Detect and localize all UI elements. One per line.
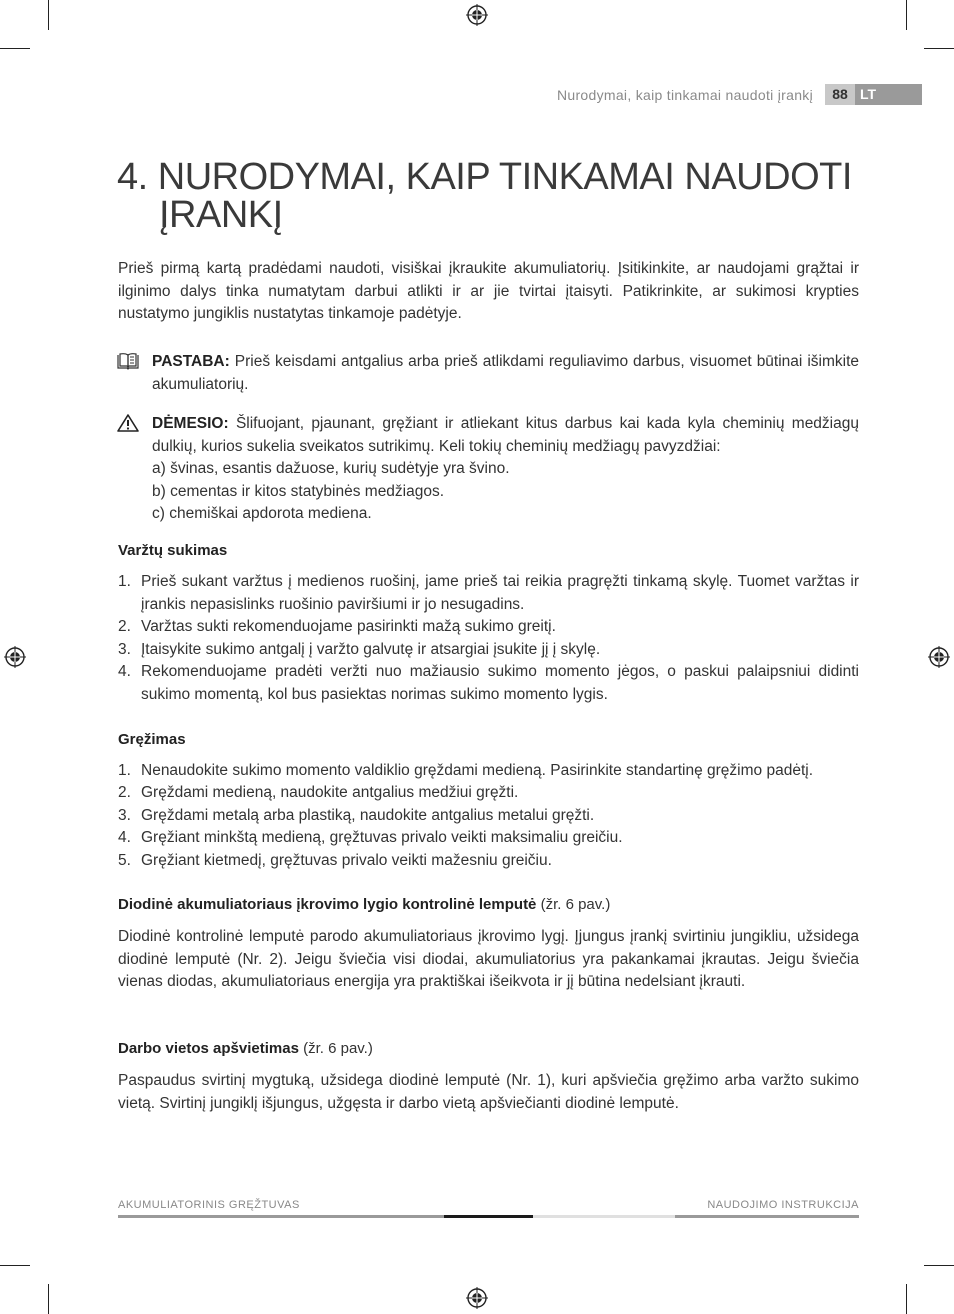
warning-triangle-icon: [117, 414, 139, 432]
list-item: 2. Varžtas sukti rekomenduojame pasirinkti mažą sukimo greitį.: [118, 618, 556, 635]
section-heading-drilling: Gręžimas: [118, 731, 186, 748]
footer-document-type: NAUDOJIMO INSTRUKCIJA: [707, 1199, 859, 1211]
note-label: PASTABA:: [152, 353, 230, 370]
footer-bar-segment: [118, 1215, 444, 1218]
footer-bar-segment: [444, 1215, 533, 1218]
section-heading-led: Diodinė akumuliatoriaus įkrovimo lygio kontrolinė lemputė (žr. 6 pav.): [118, 896, 611, 913]
note-text: Prieš keisdami antgalius arba prieš atlikdami reguliavimo darbus, visuomet būtinai išimkite akumuliatorių.: [152, 353, 859, 393]
list-item: 3. Gręždami metalą arba plastiką, naudokite antgalius metalui gręžti.: [118, 807, 595, 824]
list-item: 5. Gręžiant kietmedį, gręžtuvas privalo veikti mažesniu greičiu.: [118, 852, 552, 869]
crop-mark: [48, 1284, 49, 1314]
list-item: 4. Rekomenduojame pradėti veržti nuo mažiausio sukimo momento jėgos, o paskui palaipsniui didinti sukimo momentą, kol bus pasiektas norimas sukimo momento lygis.: [118, 663, 859, 703]
warning-text: Šlifuojant, pjaunant, gręžiant ir atliekant kitus darbus kai kada kyla cheminių medžiagų dulkių, kurios sukelia sveikatos sutrikimų. Keli tokių cheminių medžiagų pavyzdžiai:: [152, 415, 859, 455]
list-item: 2. Gręždami medieną, naudokite antgalius medžiui gręžti.: [118, 784, 519, 801]
footer-product-name: AKUMULIATORINIS GRĘŽTUVAS: [118, 1199, 300, 1211]
warning-example-item: a) švinas, esantis dažuose, kurių sudėtyje yra švino.: [152, 460, 510, 477]
figure-reference: (žr. 6 pav.): [303, 1040, 373, 1057]
work-light-paragraph: Paspaudus svirtinį mygtuką, užsidega diodinė lemputė (Nr. 1), kuri apšviečia gręžimo arba varžto sukimo vietą. Svirtinį jungiklį išjungus, užgęsta ir darbo vietą apšviečianti diodinė lemputė.: [118, 1072, 859, 1112]
crop-mark: [924, 1265, 954, 1266]
figure-reference: (žr. 6 pav.): [540, 896, 611, 913]
crop-mark: [906, 1284, 907, 1314]
title-line-2: ĮRANKĮ: [159, 194, 283, 236]
footer-bar-segment: [533, 1215, 675, 1218]
registration-mark-icon: [928, 646, 950, 668]
warning-example-item: b) cementas ir kitos statybinės medžiagos.: [152, 483, 445, 500]
footer-bar-segment: [675, 1215, 859, 1218]
note-book-icon: [117, 352, 139, 370]
page-number: 88: [825, 84, 855, 105]
running-header-title: Nurodymai, kaip tinkamai naudoti įrankį: [556, 87, 813, 103]
crop-mark: [906, 0, 907, 30]
registration-mark-icon: [466, 1287, 488, 1309]
led-paragraph: Diodinė kontrolinė lemputė parodo akumuliatoriaus įkrovimo lygį. Įjungus įrankį svirtiniu jungikliu, užsidega diodinė lemputė (Nr. 2). Jeigu šviečia visi diodai, akumuliatorius yra pakankamai įkrautas. Jeigu šviečia vienas diodas, akumuliatoriaus energija yra praktiškai išeikvota ir jį būtina nedelsiant įkrauti.: [118, 928, 859, 990]
crop-mark: [48, 0, 49, 30]
section-heading-screws: Varžtų sukimas: [118, 542, 228, 559]
list-item: 3. Įtaisykite sukimo antgalį į varžto galvutę ir atsargiai įsukite jį į skylę.: [118, 641, 601, 658]
language-tag: LT: [855, 84, 922, 105]
list-item: 1. Nenaudokite sukimo momento valdiklio gręždami medieną. Pasirinkite standartinę gręžimo padėtį.: [118, 762, 814, 779]
registration-mark-icon: [466, 4, 488, 26]
note-paragraph: [152, 351, 859, 396]
section-heading-work-light: Darbo vietos apšvietimas (žr. 6 pav.): [118, 1040, 373, 1057]
crop-mark: [924, 48, 954, 49]
list-item: 4. Gręžiant minkštą medieną, gręžtuvas privalo veikti maksimaliu greičiu.: [118, 829, 623, 846]
registration-mark-icon: [4, 646, 26, 668]
intro-paragraph: Prieš pirmą kartą pradėdami naudoti, visiškai įkraukite akumuliatorių. Įsitikinkite, ar naudojami grąžtai ir ilginimo dalys tinka numatytam darbui atlikti ir ar jie tvirtai įtaisyti. Patikrinkite, ar sukimosi krypties nustatymo jungiklis nustatytas tinkamoje padėtyje.: [118, 260, 859, 322]
warning-example-item: c) chemiškai apdorota mediena.: [152, 505, 372, 522]
title-line-1: 4. NURODYMAI, KAIP TINKAMAI NAUDOTI: [117, 156, 852, 198]
warning-label: DĖMESIO:: [152, 415, 229, 432]
crop-mark: [0, 48, 30, 49]
list-item: 1. Prieš sukant varžtus į medienos ruošinį, jame prieš tai reikia pragręžti tinkamą skylę. Tuomet varžtas ir įrankis nepasislinks ruošinio paviršiumi ir jo nesugadins.: [118, 573, 859, 613]
crop-mark: [0, 1265, 30, 1266]
warning-paragraph: [152, 413, 859, 458]
page-title: [117, 158, 877, 234]
